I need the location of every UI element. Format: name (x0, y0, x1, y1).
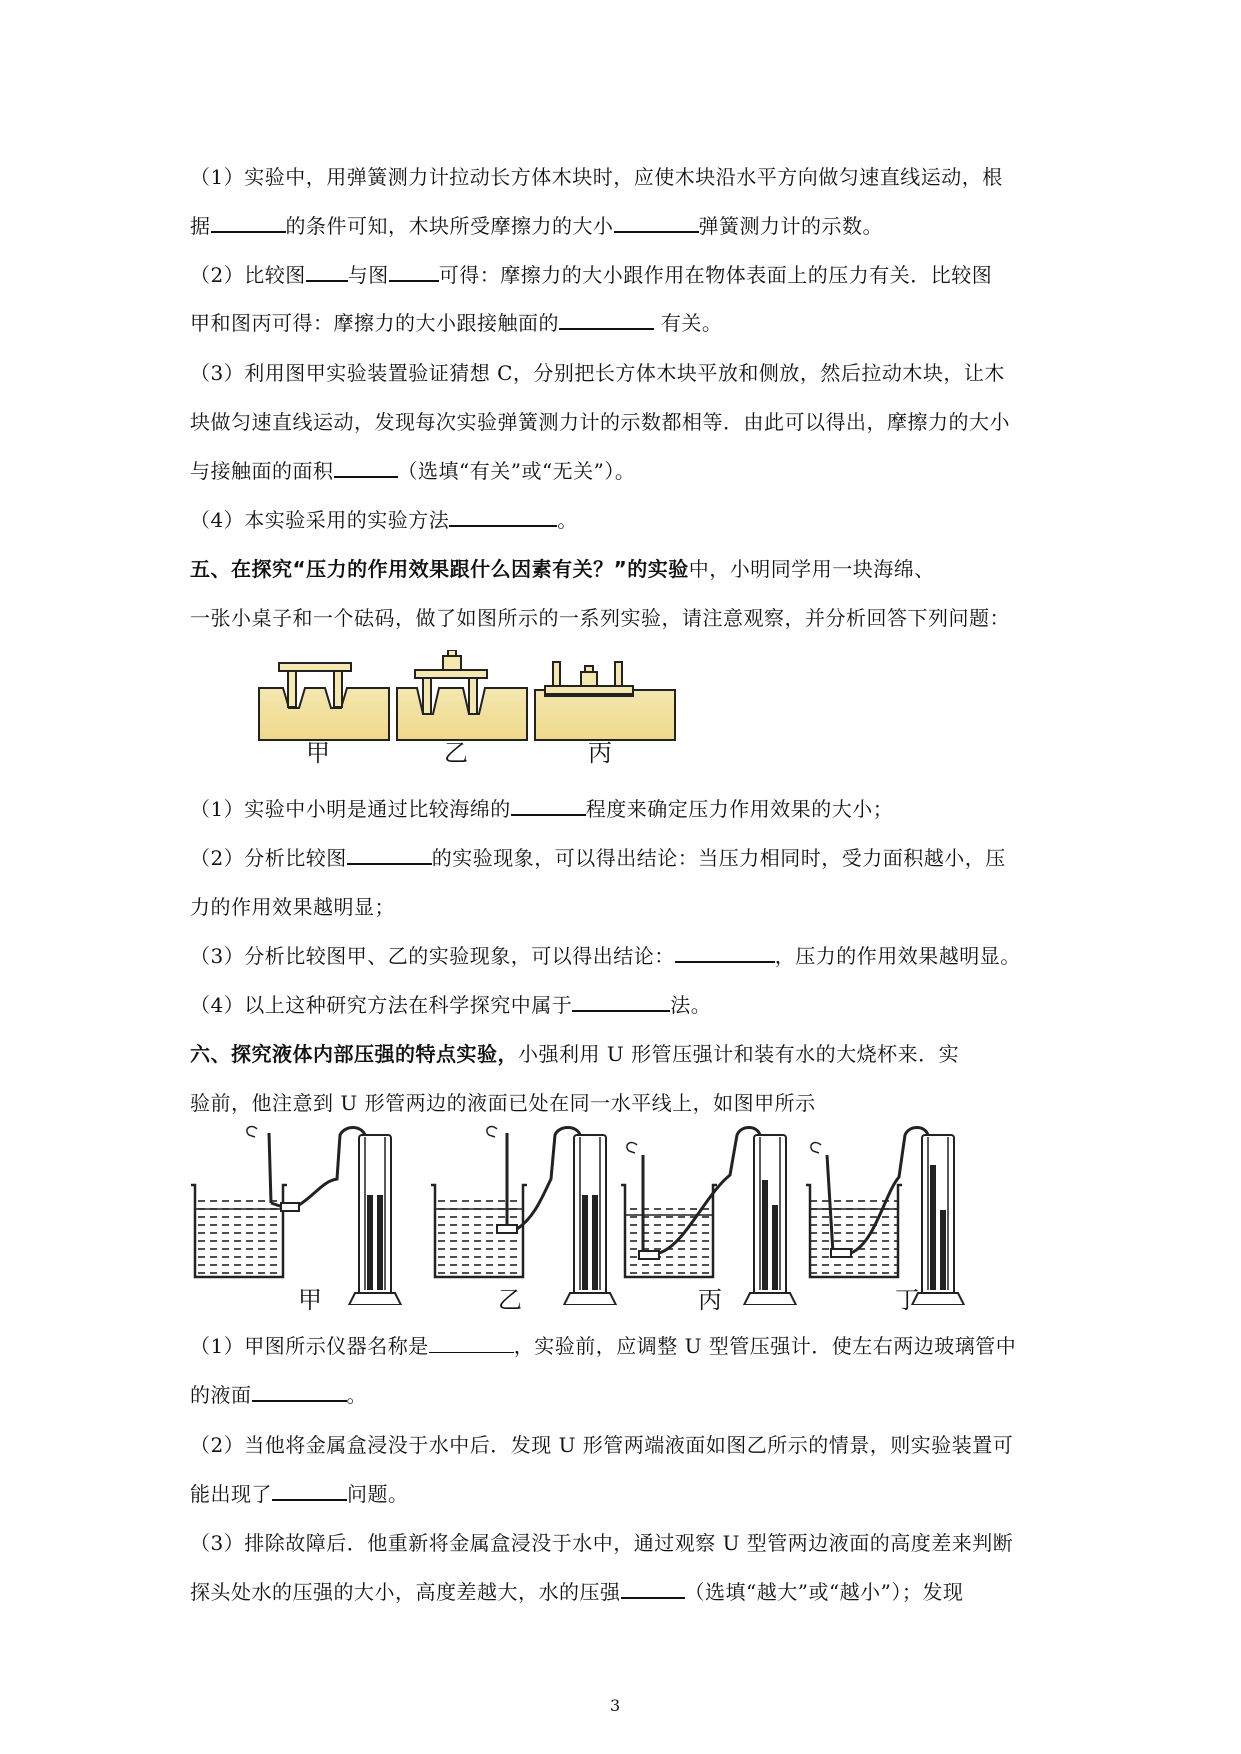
s4-q1-line2 (190, 213, 883, 239)
text: （4）以上这种研究方法在科学探究中属于 (190, 993, 573, 1017)
s5-q4 (190, 992, 711, 1018)
answer-blank[interactable] (306, 262, 348, 282)
text: 与接触面的面积 (190, 459, 334, 483)
manometer-yi (431, 1127, 616, 1305)
answer-blank[interactable] (559, 310, 654, 330)
text: （1）实验中小明是通过比较海绵的 (190, 797, 511, 821)
answer-blank[interactable] (389, 262, 439, 282)
text: ，压力的作用效果越明显。 (774, 944, 1021, 968)
text: 小强利用 U 形管压强计和装有水的大烧杯来．实 (518, 1042, 960, 1066)
figure-label-yi: 乙 (498, 1286, 522, 1314)
s4-q3-line3 (190, 458, 635, 484)
s6-q2-line2 (190, 1481, 409, 1507)
s5-q1 (190, 796, 893, 822)
s5-line2: 一张小桌子和一个砝码，做了如图所示的一系列实验，请注意观察，并分析回答下列问题： (190, 606, 1010, 630)
sponge-bing (535, 662, 675, 740)
s6-q1-line1 (190, 1333, 1016, 1359)
text: 的实验现象，可以得出结论：当压力相同时，受力面积越小，压 (431, 846, 1006, 870)
answer-blank[interactable] (511, 796, 586, 816)
text: （2）分析比较图 (190, 846, 347, 870)
s4-q2-line2 (190, 310, 722, 336)
s6-line2: 验前，他注意到 U 形管两边的液面已处在同一水平线上，如图甲所示 (190, 1091, 816, 1115)
text: 程度来确定压力作用效果的大小； (585, 797, 894, 821)
s6-q2-line1: （2）当他将金属盒浸没于水中后．发现 U 形管两端液面如图乙所示的情景，则实验装置可 (190, 1433, 1014, 1457)
answer-blank[interactable] (211, 213, 286, 233)
text: 与图 (347, 263, 389, 287)
text: 可得：摩擦力的大小跟作用在物体表面上的压力有关．比较图 (438, 263, 993, 287)
figure-label-jia: 甲 (306, 739, 330, 767)
answer-blank[interactable] (272, 1481, 347, 1501)
s6-q3-line2 (190, 1579, 963, 1605)
answer-blank[interactable] (347, 845, 432, 865)
figure-label-bing: 丙 (698, 1286, 722, 1314)
answer-blank[interactable] (614, 213, 699, 233)
figure-label-bing: 丙 (588, 739, 612, 767)
s4-q3-line2: 块做匀速直线运动，发现每次实验弹簧测力计的示数都相等．由此可以得出，摩擦力的大小 (190, 410, 1010, 434)
s6-q1-line2 (190, 1382, 367, 1408)
figure-label-yi: 乙 (444, 739, 468, 767)
answer-blank[interactable] (675, 943, 775, 963)
answer-blank[interactable] (429, 1334, 514, 1353)
s4-q1-line1: （1）实验中，用弹簧测力计拉动长方体木块时，应使木块沿水平方向做匀速直线运动，根 (190, 165, 1003, 189)
answer-blank[interactable] (449, 507, 557, 527)
text: 探头处水的压强的大小，高度差越大，水的压强 (190, 1580, 621, 1604)
s6-q3-line1: （3）排除故障后．他重新将金属盒浸没于水中，通过观察 U 型管两边液面的高度差来判断 (190, 1531, 1014, 1555)
text: 的液面 (190, 1383, 252, 1407)
s5-q2-line1 (190, 845, 1006, 871)
text: 问题。 (347, 1482, 409, 1506)
text: 法。 (670, 993, 712, 1017)
text: （4）本实验采用的实验方法 (190, 508, 450, 532)
s4-q3-line1: （3）利用图甲实验装置验证猜想 C，分别把长方体木块平放和侧放，然后拉动木块，让木 (190, 361, 1005, 385)
figure-label-jia: 甲 (298, 1286, 322, 1314)
manometer-ding (806, 1128, 964, 1306)
manometer-jia (191, 1127, 401, 1305)
text: （2）比较图 (190, 263, 306, 287)
u-tube-manometer-figure (185, 1125, 985, 1305)
text: 有关。 (654, 311, 723, 335)
section-heading: 六、探究液体内部压强的特点实验， (190, 1042, 518, 1066)
text: （1）甲图所示仪器名称是 (190, 1334, 429, 1358)
text: 据 (190, 214, 211, 238)
manometer-bing (621, 1128, 796, 1306)
text: （3）分析比较图甲、乙的实验现象，可以得出结论： (190, 944, 675, 968)
text: 中，小明同学用一块海绵、 (688, 557, 935, 581)
text: 。 (557, 508, 578, 532)
text: ，实验前，应调整 U 型管压强计．使左右两边玻璃管中 (513, 1334, 1017, 1358)
s4-q2-line1 (190, 262, 992, 288)
text: 弹簧测力计的示数。 (698, 214, 883, 238)
text: 能出现了 (190, 1482, 272, 1506)
text: （选填“越大”或“越小”）；发现 (684, 1580, 964, 1604)
sponge-jia (259, 663, 389, 740)
figure-label-ding: 丁 (895, 1286, 919, 1314)
text: 甲和图丙可得：摩擦力的大小跟接触面的 (190, 311, 559, 335)
text: （选填“有关”或“无关”）。 (397, 459, 636, 483)
s5-q3 (190, 943, 1021, 969)
answer-blank[interactable] (621, 1579, 685, 1599)
answer-blank[interactable] (334, 458, 398, 478)
sponge-yi (397, 650, 527, 740)
answer-blank[interactable] (572, 992, 670, 1012)
text: 。 (346, 1383, 367, 1407)
s5-q2-line2: 力的作用效果越明显； (190, 895, 395, 919)
page-number: 3 (610, 1696, 621, 1715)
s5-title (190, 556, 935, 582)
section-heading: 五、在探究“压力的作用效果跟什么因素有关？”的实验 (190, 557, 689, 581)
text: 的条件可知，木块所受摩擦力的大小 (285, 214, 614, 238)
s6-title (190, 1041, 959, 1067)
answer-blank[interactable] (252, 1382, 347, 1402)
s4-q4 (190, 507, 578, 533)
